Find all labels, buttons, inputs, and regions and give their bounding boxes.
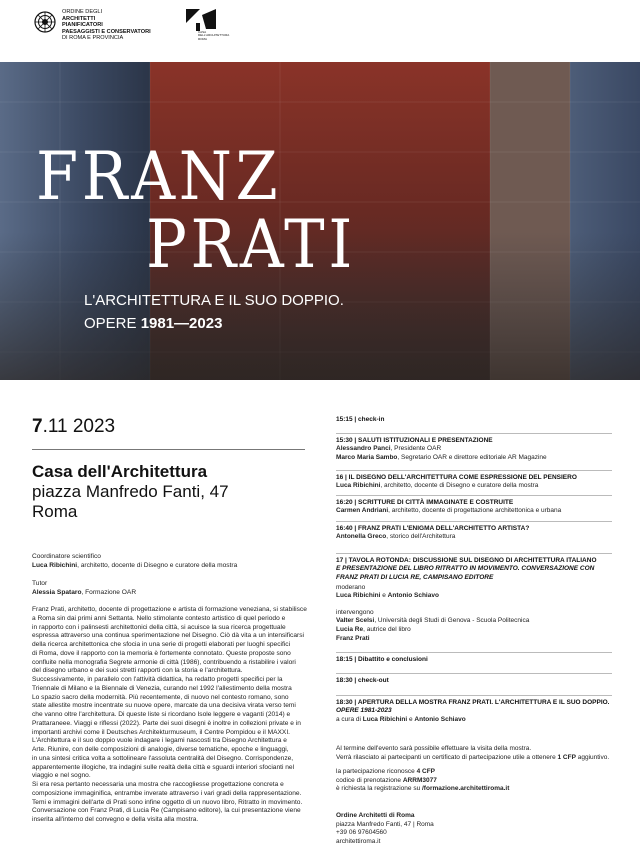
tutor: Tutor Alessia Spataro, Formazione OAR <box>32 580 137 596</box>
program-item-heading: 15:30 | SALUTI ISTITUZIONALI E PRESENTAZIONE <box>336 436 493 444</box>
speaker: Antonella Greco, storico dell'Architettura <box>336 533 456 541</box>
venue-street: piazza Manfredo Fanti, 47 <box>32 482 229 501</box>
program-item <box>336 470 616 491</box>
program-item <box>336 521 616 542</box>
venue-city: Roma <box>32 502 78 521</box>
divider <box>32 449 305 450</box>
program-tavola-rotonda: 17 | TAVOLA ROTONDA: DISCUSSIONE SUL DISEGNO DI ARCHITETTURA ITALIANO E PRESENTAZIONE DEL LIBRO RITRATTO IN MOVIMENTO. CONVERSAZIONE CON FRANZ PRATI DI LUCIA RE, CAMPISANO EDITORE moderano Luca Ribichini e Antonio Schiavo intervengono Valter Scelsi, Università degli Studi di Genova - Scuola Politecnica Lucia Re, autrice del libro Franz Prati <box>336 556 597 642</box>
bio-line: a Roma sin dai primi anni Settanta. Nello stimolante contesto artistico di quel periodo e <box>32 614 286 622</box>
contact-block: Ordine Architetti di Roma piazza Manfredo Fanti, 47 | Roma +39 06 97604560 architettiroma.it <box>336 812 434 845</box>
subtitle-line-2: OPERE 1981—2023 <box>84 315 223 332</box>
bio-line: Arte. Riunire, con delle composizioni di analogie, diverse tematiche, epoche e linguaggi, <box>32 746 289 753</box>
bio-line: del disegno urbano e dei suoi stretti rapporti con la storia e l'architettura. <box>32 667 243 675</box>
program-item-heading: 16 | IL DISEGNO DELL'ARCHITETTURA COME ESPRESSIONE DEL PENSIERO <box>336 473 577 481</box>
casa-architettura-name: CASA DELL'ARCHITETTURA ROMA <box>198 30 230 41</box>
info-block: Al termine dell'evento sarà possibile effettuare la visita della mostra. Verrà rilasciato ai partecipanti un certificato di partecipazione utile a ottenere 1 CFP aggiuntivo. la partecipazione riconosce 4 CFP codice di prenotazione ARRM3077 è richiesta la registrazione su /formazione.architettiroma.it <box>336 745 610 793</box>
header <box>0 0 640 60</box>
event-date: 7.11 2023 <box>32 416 116 437</box>
speaker: Marco Maria Sambo, Segretario OAR e direttore editoriale AR Magazine <box>336 453 547 461</box>
title-line-1: FRANZ <box>36 138 282 215</box>
coordinator: Coordinatore scientifico Luca Ribichini, architetto, docente di Disegno e curatore della mostra <box>32 553 238 569</box>
bio-line: in rapporto con i palinsesti architettonici della città, si acuisce la sua ricerca progettuale <box>32 623 286 631</box>
program-item <box>336 433 616 463</box>
venue <box>32 462 229 522</box>
bio-line: Franz Prati, architetto, docente di progettazione e artista di formazione veneziana, si stabilisce <box>32 606 307 613</box>
bio-line: in una sintesi critica volta a sottolineare l'assoluta centralità del Disegno. Corrispondenze, <box>32 754 294 762</box>
speaker: Luca Ribichini, architetto, docente di Disegno e curatore della mostra <box>336 482 539 490</box>
bio-line: espressa attraverso una continua sperimentazione nel Disegno. Ciò dà vita a un intensificarsi <box>32 632 304 640</box>
venue-name: Casa dell'Architettura <box>32 462 208 481</box>
oar-name: ORDINE DEGLI ARCHITETTI PIANIFICATORI PAESAGGISTI E CONSERVATORI DI ROMA E PROVINCIA <box>62 9 151 42</box>
oar-logo-icon <box>34 11 56 33</box>
bio-line: della ricerca architettonica che sfocia in una serie di progetti elaborati per luoghi specifici <box>32 641 291 648</box>
bio-line: inserita all'interno del convegno e della visita alla mostra. <box>32 816 199 823</box>
bio-line: Triennale di Milano e la Biennale di Venezia, curando nel 1992 l'allestimento della mostra <box>32 684 292 692</box>
bio-line: state allestite mostre incentrate su nuove opere, marcate da una decisiva virata verso temi <box>32 702 296 710</box>
bio-line: Prattaraneee. Viaggi e riflessi (2022). Parte dei suoi disegni è inoltre in collezioni private e in <box>32 719 301 727</box>
program-item-heading: 15:15 | check-in <box>336 416 385 423</box>
subtitle-line-1: L'ARCHITETTURA E IL SUO DOPPIO. <box>84 292 344 309</box>
title-line-2: PRATI <box>146 206 356 283</box>
bio-line: Temi e immagini dell'arte di Prati sono infine oggetto di un nuovo libro, Ritratto in movimento. <box>32 798 303 806</box>
speaker: Carmen Andriani, architetto, docente di progettazione architettonica e urbana <box>336 507 562 515</box>
program-closing: 18:15 | Dibattito e conclusioni 18:30 | check-out 18:30 | APERTURA DELLA MOSTRA FRANZ PRATI. L'ARCHITETTURA E IL SUO DOPPIO. OPERE 1981-2023 a cura di Luca Ribichini e Antonio Schiavo <box>336 655 610 723</box>
bio-line: Si era resa pertanto necessaria una mostra che raccogliesse progettazione concreta e <box>32 781 284 788</box>
program-item-heading: 16:40 | FRANZ PRATI L'ENIGMA DELL'ARCHITETTO ARTISTA? <box>336 524 530 532</box>
bio-line: di Roma, dove il rapporto con la memoria è fortemente connotato. Queste proposte sono <box>32 649 291 657</box>
bio-line: Successivamente, in parallelo con l'attività didattica, ha redatto progetti specifici per la <box>32 676 283 683</box>
program-item-heading: 16:20 | SCRITTURE DI CITTÀ IMMAGINATE E COSTRUITE <box>336 498 514 506</box>
bio-line: apparentemente illogiche, tra indagini sulle realtà della città e sguardi interiori sfocianti nel <box>32 763 295 771</box>
speaker: Alessandro Panci, Presidente OAR <box>336 445 442 453</box>
bio-line: confluite nella monografia Segrete armonie di città (1986), contribuendo a ristabilire i valori <box>32 658 296 666</box>
hero-banner <box>0 62 640 380</box>
bio-line: viaggio e nel sogno. <box>32 772 91 780</box>
bio-line: L'Architettura e il suo doppio vuole indagare i legami nascosti tra Disegno Architettura e <box>32 737 287 745</box>
program-item <box>336 416 616 425</box>
program-item <box>336 495 616 516</box>
bio-line: che vanno oltre l'architettura. Di queste liste si ricordano Isole leggere e vaganti (2014) e <box>32 711 291 718</box>
bio-line: importanti archivi come il Deutsches Architekturmuseum, il Centre Pompidou e il MAXXI. <box>32 728 290 736</box>
biography <box>32 606 308 825</box>
bio-line: Lo spazio sacro della modernità. Più recentemente, di nuovo nel contesto romano, sono <box>32 693 289 701</box>
bio-line: Conversazione con Franz Prati, di Lucia Re (Campisano editore), la cui presentazione viene <box>32 807 301 815</box>
bio-line: composizione immaginifica, entrambe inverate attraverso i vari gradi della rappresentazione. <box>32 789 302 797</box>
